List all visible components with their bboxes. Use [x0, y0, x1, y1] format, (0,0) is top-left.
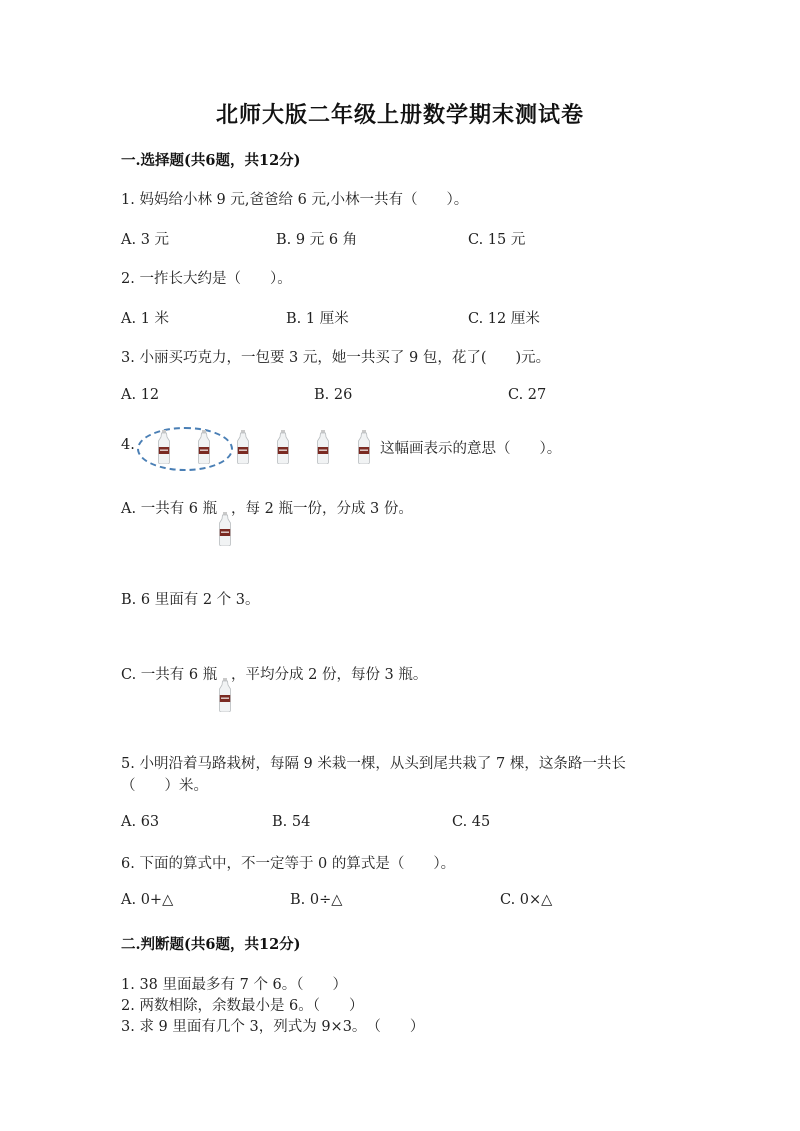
question-1-option-a: A. 3 元: [121, 232, 170, 248]
water-bottle-icon: [218, 678, 232, 712]
question-4-option-c-after: ，平均分成 2 份，每份 3 瓶。: [231, 667, 428, 683]
question-5-option-c: C. 45: [452, 814, 491, 830]
question-2-stem: 2. 一拃长大约是（ ）。: [121, 271, 292, 287]
dashed-group-oval: [137, 427, 233, 471]
page-title: 北师大版二年级上册数学期末测试卷: [215, 102, 584, 128]
question-3-stem: 3. 小丽买巧克力，一包要 3 元，她一共买了 9 包，花了( )元。: [121, 350, 551, 366]
question-4-option-c-before: C. 一共有 6 瓶: [121, 667, 218, 683]
question-5-stem-line-2: （ ）米。: [121, 778, 208, 794]
question-1-option-b: B. 9 元 6 角: [276, 232, 358, 248]
water-bottle-icon: [197, 430, 211, 464]
question-1-option-c: C. 15 元: [468, 232, 526, 248]
question-6-option-c: C. 0×△: [500, 892, 553, 908]
water-bottle-icon: [357, 430, 371, 464]
question-3-option-b: B. 26: [314, 387, 353, 403]
question-2-option-a: A. 1 米: [121, 311, 170, 327]
question-4-number: 4.: [121, 437, 135, 453]
water-bottle-icon: [157, 430, 171, 464]
question-5-option-a: A. 63: [121, 814, 160, 830]
question-3-option-a: A. 12: [121, 387, 160, 403]
question-2-option-c: C. 12 厘米: [468, 311, 540, 327]
question-6-stem: 6. 下面的算式中，不一定等于 0 的算式是（ ）。: [121, 856, 456, 872]
question-6-option-a: A. 0+△: [121, 892, 174, 908]
water-bottle-icon: [276, 430, 290, 464]
judge-item-2: 2. 两数相除，余数最小是 6。（ ）: [121, 998, 364, 1014]
water-bottle-icon: [316, 430, 330, 464]
judge-item-3: 3. 求 9 里面有几个 3，列式为 9×3。 （ ）: [121, 1019, 425, 1035]
question-1-stem: 1. 妈妈给小林 9 元,爸爸给 6 元,小林一共有（ ）。: [121, 192, 469, 208]
question-5-option-b: B. 54: [272, 814, 311, 830]
question-4-option-a-after: ，每 2 瓶一份，分成 3 份。: [231, 501, 413, 517]
question-6-option-b: B. 0÷△: [290, 892, 343, 908]
section-1-heading: 一.选择题(共6题，共12分): [121, 152, 301, 169]
judge-item-1: 1. 38 里面最多有 7 个 6。（ ）: [121, 977, 348, 993]
water-bottle-icon: [218, 512, 232, 546]
question-3-option-c: C. 27: [508, 387, 547, 403]
question-4-option-b: B. 6 里面有 2 个 3。: [121, 592, 260, 608]
question-2-option-b: B. 1 厘米: [286, 311, 349, 327]
question-4-option-a-before: A. 一共有 6 瓶: [121, 501, 218, 517]
section-2-heading: 二.判断题(共6题，共12分): [121, 936, 301, 953]
question-4-stem: 这幅画表示的意思（ ）。: [380, 441, 562, 457]
question-5-stem-line-1: 5. 小明沿着马路栽树，每隔 9 米栽一棵，从头到尾共栽了 7 棵，这条路一共长: [121, 756, 626, 772]
water-bottle-icon: [236, 430, 250, 464]
